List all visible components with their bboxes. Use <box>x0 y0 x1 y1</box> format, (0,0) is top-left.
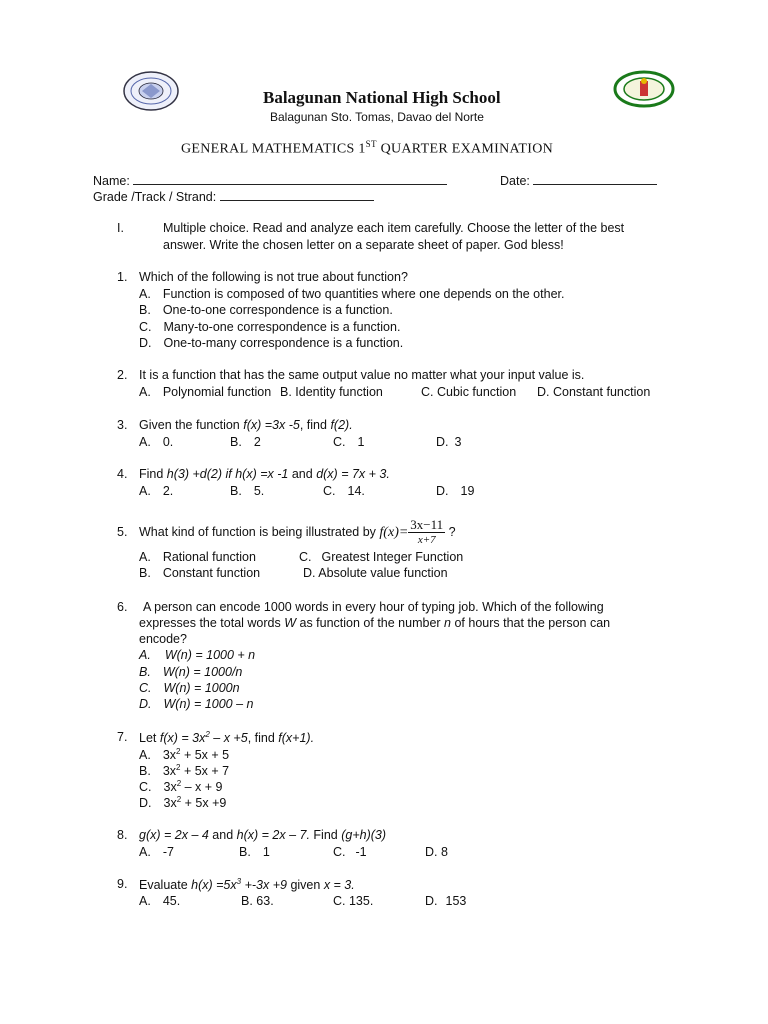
q5-option-c: C. Greatest Integer Function <box>299 550 464 564</box>
q6-option-b: B. W(n) = 1000/n <box>139 665 243 679</box>
q5-fraction: $\frac{3x-11}{x+7}$ <box>410 517 444 546</box>
q6-line-1: A person can encode 1000 words in every hour of typing job. Which of the following <box>143 600 604 614</box>
date-blank[interactable] <box>533 173 657 185</box>
q6-number: 6. <box>117 600 128 614</box>
q7-option-d: D. $3x^2 + 5x +9$ <box>139 795 227 811</box>
q5-number: 5. <box>117 525 128 539</box>
q3-number: 3. <box>117 418 128 432</box>
q5-option-d: D. Absolute value function <box>303 566 448 580</box>
q7-option-c: C. $3x^2 - x + 9$ <box>139 779 223 795</box>
q5-text: What kind of function is being illustrated by f(x)= $\frac{3x-11}{x+7}$ ? <box>139 517 456 546</box>
q5-option-a: A. Rational function <box>139 550 256 564</box>
q5-option-b: B. Constant function <box>139 566 261 580</box>
q3-option-c: C. 1 <box>333 435 365 449</box>
q6-line-3: encode? <box>139 632 187 646</box>
section-roman: I. <box>117 221 124 235</box>
q3-option-a: A. 0. <box>139 435 174 449</box>
q2-option-c: C. Cubic function <box>421 385 517 399</box>
q3-text: Given the function f(x) =3x -5, find f(2). <box>139 418 353 432</box>
q4-option-c: C. 14. <box>323 484 365 498</box>
q9-option-a: A. 45. <box>139 894 181 908</box>
q1-text: Which of the following is not true about function? <box>139 270 408 284</box>
q4-option-b: B. 5. <box>230 484 265 498</box>
q9-option-c: C. 135. <box>333 894 374 908</box>
q2-option-d: D. Constant function <box>537 385 651 399</box>
deped-seal-logo <box>122 70 180 112</box>
school-name: Balagunan National High School <box>263 88 501 107</box>
q9-option-b: B. 63. <box>241 894 274 908</box>
q1-number: 1. <box>117 270 128 284</box>
q1-option-d: D. One-to-many correspondence is a function. <box>139 336 404 350</box>
q7-option-a: A. $3x^2 + 5x + 5$ <box>139 747 230 763</box>
q3-option-b: B. 2 <box>230 435 261 449</box>
instructions-line-2: answer. Write the chosen letter on a separate sheet of paper. God bless! <box>163 238 564 252</box>
q6-option-c: C. W(n) = 1000n <box>139 681 240 695</box>
grade-track-strand-field: Grade /Track / Strand: <box>93 189 374 204</box>
q8-text: g(x) = 2x – 4 and h(x) = 2x – 7. Find (g+h)(3) <box>139 828 387 842</box>
q2-option-a: A. Polynomial function <box>139 385 272 399</box>
instructions-line-1: Multiple choice. Read and analyze each item carefully. Choose the letter of the best <box>163 221 625 235</box>
school-address: Balagunan Sto. Tomas, Davao del Norte <box>270 110 484 124</box>
name-blank[interactable] <box>133 173 447 185</box>
q2-number: 2. <box>117 368 128 382</box>
q8-option-b: B. 1 <box>239 845 270 859</box>
q1-option-c: C. Many-to-one correspondence is a function. <box>139 320 401 334</box>
q6-option-a: A. W(n) = 1000 + n <box>139 648 256 662</box>
q4-option-a: A. 2. <box>139 484 174 498</box>
q4-number: 4. <box>117 467 128 481</box>
q4-option-d: D. 19 <box>436 484 475 498</box>
q6-option-d: D. W(n) = 1000 – n <box>139 697 254 711</box>
q7-number: 7. <box>117 730 128 744</box>
q3-option-d: D. 3 <box>436 435 462 449</box>
date-field: Date: <box>500 173 657 188</box>
q8-number: 8. <box>117 828 128 842</box>
q5-formula-lhs: f(x)= <box>379 524 409 540</box>
q1-option-b: B. One-to-one correspondence is a function. <box>139 303 393 317</box>
q6-line-2: expresses the total words W as function of the number n of hours that the person can <box>139 616 611 630</box>
q4-text: Find h(3) +d(2) if h(x) =x -1 and d(x) = 7x + 3. <box>139 467 390 481</box>
q9-option-d: D. 153 <box>425 894 467 908</box>
q8-option-c: C. -1 <box>333 845 367 859</box>
grade-blank[interactable] <box>220 189 374 201</box>
name-field: Name: <box>93 173 447 188</box>
q2-text: It is a function that has the same output value no matter what your input value is. <box>139 368 585 382</box>
q2-option-b: B. Identity function <box>280 385 383 399</box>
q8-option-d: D. 8 <box>425 845 448 859</box>
q8-option-a: A. -7 <box>139 845 174 859</box>
school-seal-logo <box>613 70 675 108</box>
q1-option-a: A. Function is composed of two quantities where one depends on the other. <box>139 287 565 301</box>
q7-option-b: B. $3x^2 + 5x + 7$ <box>139 763 230 779</box>
q7-text: Let $f(x) = 3x^2 - x +5$, find f(x+1). <box>139 730 315 746</box>
exam-title: GENERAL MATHEMATICS 1ST QUARTER EXAMINATION <box>181 139 554 157</box>
q9-text: Evaluate $h(x) =5x^3 +-3x +9$ given x = 3. <box>139 877 355 893</box>
q9-number: 9. <box>117 877 128 891</box>
